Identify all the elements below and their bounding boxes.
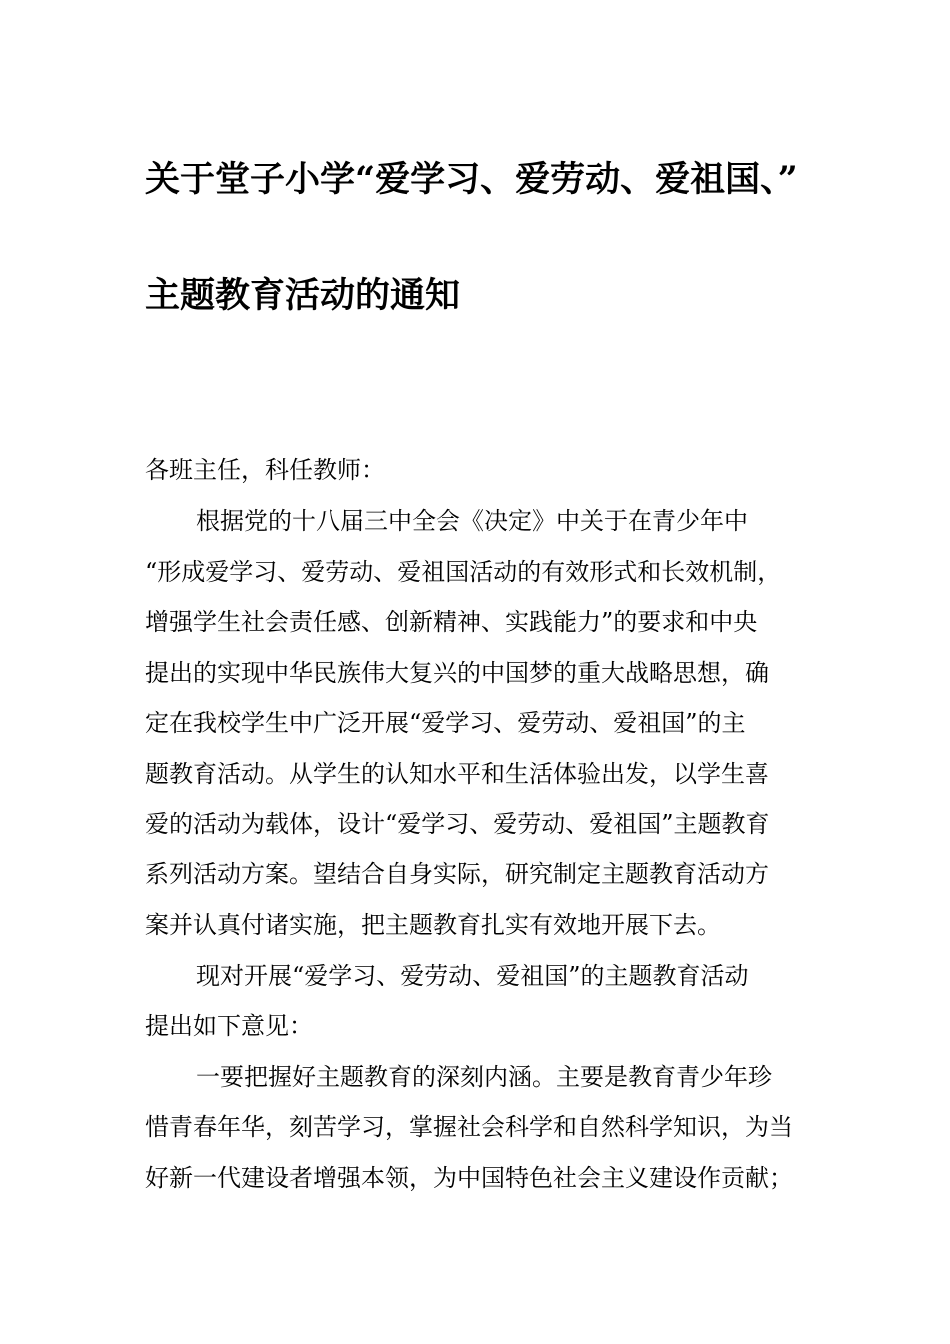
paragraph-line: 增强学生社会责任感、创新精神、实践能力”的要求和中央 [145,608,758,636]
paragraph-line: 系列活动方案。望结合自身实际，研究制定主题教育活动方 [145,860,769,888]
document-title-line-1: 关于堂子小学“爱学习、爱劳动、爱祖国、” [145,159,798,200]
paragraph-line: 提出的实现中华民族伟大复兴的中国梦的重大战略思想，确 [145,659,769,687]
paragraph-line: 提出如下意见： [145,1012,313,1040]
paragraph-line: “形成爱学习、爱劳动、爱祖国活动的有效形式和长效机制， [145,558,782,586]
paragraph-line: 惜青春年华，刻苦学习，掌握社会科学和自然科学知识，为当 [145,1113,793,1141]
paragraph-line: 爱的活动为载体，设计“爱学习、爱劳动、爱祖国”主题教育 [145,810,770,838]
salutation: 各班主任，科任教师： [145,456,385,484]
paragraph-line: 好新一代建设者增强本领，为中国特色社会主义建设作贡献； [145,1164,793,1192]
paragraph-line: 一要把握好主题教育的深刻内涵。主要是教育青少年珍 [196,1063,772,1091]
paragraph-line: 根据党的十八届三中全会《决定》中关于在青少年中 [196,507,748,535]
paragraph-line: 案并认真付诸实施，把主题教育扎实有效地开展下去。 [145,911,721,939]
paragraph-line: 现对开展“爱学习、爱劳动、爱祖国”的主题教育活动 [196,962,749,990]
paragraph-line: 定在我校学生中广泛开展“爱学习、爱劳动、爱祖国”的主 [145,709,746,737]
document-title-line-2: 主题教育活动的通知 [145,275,461,316]
paragraph-line: 题教育活动。从学生的认知水平和生活体验出发，以学生喜 [145,760,769,788]
